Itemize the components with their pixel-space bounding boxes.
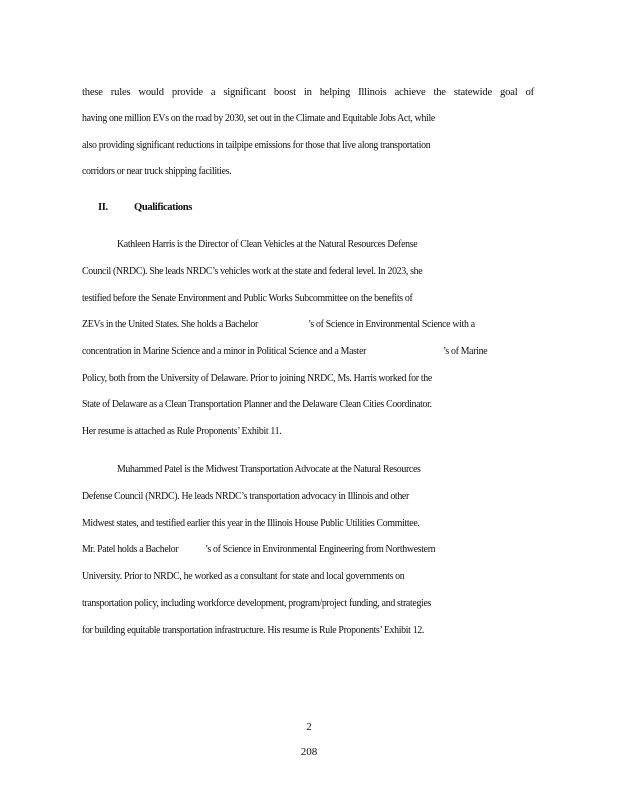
intro-word: the (433, 87, 446, 98)
intro-word: statewide (453, 87, 493, 98)
harris-line-3: testified before the Senate Environment and Public Works Subcommittee on the benefits of (82, 293, 413, 304)
patel-line-1: Muhammed Patel is the Midwest Transportation Advocate at the Natural Resources (117, 464, 421, 475)
patel-line-6: transportation policy, including workforce development, program/project funding, and strategies (82, 598, 432, 609)
intro-word: goal (500, 87, 518, 98)
intro-word: significant (223, 87, 266, 98)
patel-line-3: Midwest states, and testified earlier this year in the Illinois House Public Utilities Committee. (82, 518, 420, 529)
harris-line-2: Council (NRDC). She leads NRDC’s vehicles work at the state and federal level. In 2023, she (82, 266, 423, 277)
intro-word: provide (171, 87, 203, 98)
harris-line-5b: ’s of Marine (443, 346, 488, 357)
harris-line-5a: concentration in Marine Science and a minor in Political Science and a Master (82, 346, 367, 357)
harris-line-8: Her resume is attached as Rule Proponents’ Exhibit 11. (82, 426, 282, 437)
intro-word: these (82, 87, 103, 98)
intro-word: a (210, 87, 216, 98)
patel-line-4a: Mr. Patel holds a Bachelor (82, 544, 179, 555)
intro-word: of (525, 87, 534, 98)
harris-line-4a: ZEVs in the United States. She holds a Bachelor (82, 319, 258, 330)
page-number: 2 (306, 721, 312, 733)
harris-line-1: Kathleen Harris is the Director of Clean Vehicles at the Natural Resources Defense (117, 239, 418, 250)
harris-line-4b: ’s of Science in Environmental Science with a (308, 319, 475, 330)
intro-word: in (303, 87, 312, 98)
intro-line-4: corridors or near truck shipping facilities. (82, 166, 232, 177)
patel-line-2: Defense Council (NRDC). He leads NRDC’s transportation advocacy in Illinois and other (82, 491, 409, 502)
intro-word: boost (273, 87, 296, 98)
intro-line-3: also providing significant reductions in tailpipe emissions for those that live along transportation (82, 140, 431, 151)
intro-word: rules (110, 87, 131, 98)
intro-word: achieve (394, 87, 426, 98)
intro-line-1 (82, 86, 534, 100)
intro-word: would (138, 87, 164, 98)
patel-line-4b: ’s of Science in Environmental Engineering from Northwestern (205, 544, 436, 555)
patel-line-7: for building equitable transportation infrastructure. His resume is Rule Proponents’ Exhibit 12. (82, 625, 425, 636)
harris-line-7: State of Delaware as a Clean Transportation Planner and the Delaware Clean Cities Coordinator. (82, 399, 432, 410)
intro-word: helping (319, 87, 351, 98)
harris-line-6: Policy, both from the University of Delaware. Prior to joining NRDC, Ms. Harris worked for the (82, 373, 432, 384)
section-number: II. (98, 202, 108, 213)
intro-line-2: having one million EVs on the road by 2030, set out in the Climate and Equitable Jobs Act, while (82, 113, 435, 124)
bates-number: 208 (300, 746, 318, 758)
patel-line-5: University. Prior to NRDC, he worked as a consultant for state and local governments on (82, 571, 405, 582)
intro-word: Illinois (358, 87, 387, 98)
section-title: Qualifications (134, 202, 192, 213)
